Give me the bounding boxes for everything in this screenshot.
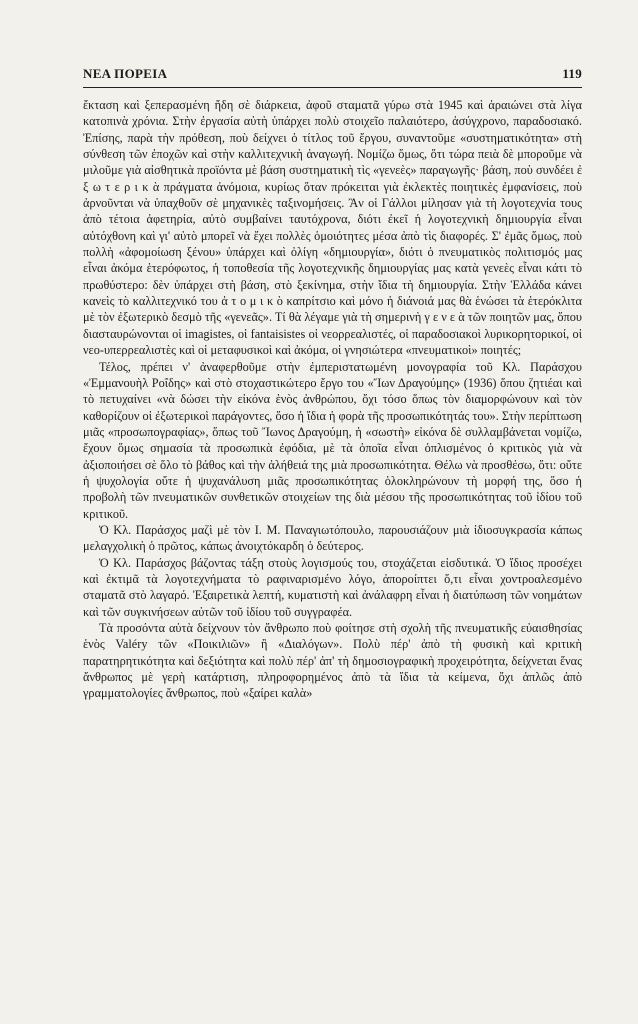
paragraph-3: Ὁ Κλ. Παράσχος μαζὶ μὲ τὸν Ι. Μ. Παναγιωτόπουλο, παρουσιάζουν μιὰ ἰδιοσυγκρασία κάπως μελαγχολικὴ ὁ πρῶτος, κάπως ἀνοιχτόκαρδη ὁ δεύτερος. (83, 522, 582, 554)
paragraph-4: Ὁ Κλ. Παράσχος βάζοντας τάξη στοὺς λογισμούς του, στοχάζεται εἰσδυτικά. Ὁ ἴδιος προσέχει καὶ ἐκτιμᾶ τὰ λογοτεχνήματα τὸ ραφιναρισμένο λόγο, ἀποροίπτει ὅ,τι εἶναι χοντροαλεσμένο σταματᾶ στὸ λαγαρό. Ἐξαιρετικὰ λεπτή, κυματιστὴ καὶ ἀνάλαφρη εἶναι ἡ διατύπωση τῶν νοημάτων καὶ τῶν συγκινήσεων αὐτῶν τοῦ ἰδίου τοῦ συγγραφέα. (83, 555, 582, 619)
paragraph-5: Τὰ προσόντα αὐτὰ δείχνουν τὸν ἄνθρωπο ποὺ φοίτησε στὴ σχολὴ τῆς πνευματικῆς εὐαισθησίας ἑνὸς Valéry τῶν «Ποικιλιῶν» ἢ «Διαλόγων». Πολὺ πέρ' ἀπὸ τὴ φυσικὴ καὶ κριτικὴ παρατηρητικότητα καὶ δεξιότητα καὶ πολὺ πέρ' ἀπ' τὴ δημοσιογραφικὴ προχειρότητα, δείχνεται ἕνας ἄνθρωπος μὲ γερὴ κατάρτιση, πληροφορημένος ἀπὸ τὰ ἴδια τὰ κείμενα, ὄχι ἁπλῶς ἀπὸ γραμματολογίες ἄνθρωπος, ποὺ «ξαίρει καλὰ» (83, 621, 582, 701)
journal-title: ΝΕΑ ΠΟΡΕΙΑ (83, 66, 168, 81)
page-number: 119 (562, 66, 582, 81)
paragraph-1: ἔκταση καὶ ξεπερασμένη ἤδη σὲ διάρκεια, ἀφοῦ σταματᾶ γύρω στὰ 1945 καὶ ἀραιώνει στὰ λίγα κατοπινὰ χρόνια. Στὴν ἐργασία αὐτὴ ὑπάρχει πολὺ στοιχεῖο παλαιότερο, ἀσύγχρονο, παραδοσιακό. Ἐπίσης, παρὰ τὴν πρόθεση, ποὺ δείχνει ὁ τίτλος τοῦ ἔργου, συναντοῦμε «συστηματικότητα» στὴ σύνθεση τῶν ἐποχῶν καὶ στὴν καλλιτεχνικὴ ἀναγωγή. Νομίζω ὅμως, ὅτι τώρα πειὰ δὲ μποροῦμε νὰ μιλοῦμε γιὰ αἰσθητικὰ προϊόντα μὲ βάση συστηματικὴ τὶς «γενεὲς» παραγωγῆς· βάση, ποὺ συνδέει ἐ ξ ω τ ε ρ ι κ ὰ πράγματα ἀνόμοια, κυρίως ὅταν πρόκειται γιὰ ἐκλεκτὲς ποιητικὲς ἐμφανίσεις, ποὺ ἀρνοῦνται νὰ ὑπαχθοῦν σὲ μηχανικὲς ταξινομήσεις. Ἂν οἱ Γάλλοι μίλησαν γιὰ τὴ λογοτεχνία τους ἀπὸ τέτοια ἀφετηρία, αὐτὸ συμβαίνει ταυτόχρονα, διότι ἐκεῖ ἡ λογοτεχνικὴ δημιουργία εἶναι αὐτόχθονη καὶ γι' αὐτὸ μπορεῖ νὰ ἔχει πολλὲς ὁμοιότητες μέσα ἀπὸ τὶς διαφορές. Σ' ἐμᾶς ὅμως, ποὺ πολλὴ «ἀφομοίωση ξένου» ὑπάρχει καὶ ὀλίγη «δημιουργία», διότι ὁ πνευματικὸς πολιτισμός μας εἶναι ἀκόμα ἑτερόφωτος, ἡ τοποθεσία τῆς λογοτεχνικῆς δημιουργίας μας κατὰ γενεὲς εἶναι κάτι τὸ πρωθύστερο: δὲν ὑπάρχει στὴ βάση, στὸ ξεκίνημα, στὴν ἴδια τὴ δημιουργία. Στὴν Ἑλλάδα κάνει κανεὶς τὸ καλλιτεχνικό του ἀ τ ο μ ι κ ὸ καπρίτσιο καὶ μόνο ἡ διάνοιά μας θὰ ἑνώσει τὰ ἑτερόκλιτα μὲ τὸν ἐξωτερικὸ δεσμὸ τῆς «γενεᾶς». Τί θὰ λέγαμε γιὰ τὴ σημερινὴ γ ε ν ε ὰ τῶν ποιητῶν μας, ὅπου διασταυρώνονται οἱ imagistes, οἱ fantaisistes οἱ νεορρεαλιστές, οἱ παραδοσιακοὶ λυρικορητορικοί, οἱ νεο-υπερρεαλιστὲς καὶ οἱ μεταφυσικοὶ καὶ ἀκόμα, οἱ γνησιώτερα «πνευματικοὶ» ποιητές; (83, 98, 582, 358)
body-text (83, 97, 582, 702)
paragraph-2: Τέλος, πρέπει ν' ἀναφερθοῦμε στὴν ἐμπεριστατωμένη μονογραφία τοῦ Κλ. Παράσχου «Ἐμμανουὴλ Ροΐδης» καὶ στὸ στοχαστικώτερο ἔργο του «Ἴων Δραγούμης» (1936) ὅπου ζητιέαι καὶ τὸ πετυχαίνει «νὰ δώσει τὴν εἰκόνα ἑνὸς ἀνθρώπου, ὄχι τόσο ὅπως τὸν διαμορφώνουν καὶ τὸν καθορίζουν οἱ ἐξωτερικοὶ παράγοντες, ὅσο ἡ ἴδια ἡ φορὰ τῆς προσωπικότητάς του». Στὴν περίπτωση μιᾶς «προσωπογραφίας», ὅπως τοῦ Ἴωνος Δραγούμη, ἡ «σωστὴ» εἰκόνα δὲ συλλαμβάνεται νομίζω, ἔχουν ὅμως σημασία τὰ προσωπικὰ ἐφόδια, μὲ τὰ ὁποῖα εἶναι ὁπλισμένος ὁ κριτικὸς γιὰ νὰ ἀξιοποιήσει σὲ ὅλο τὸ βάθος καὶ τὴν ἀλήθειά της μιὰ προσωπικότητα. Θέλω νὰ προσθέσω, ὅτι: οὔτε ἡ ψυχολογία οὔτε ἡ ψυχανάλυση μιᾶς προσωπικότητας ὁλοκληρώνουν τὴ μορφή της, ὅσο ἡ προβολὴ τῶν πνευματικῶν συνθετικῶν στοιχείων της διὰ μέσου τῆς προσωπικότητας τοῦ ἰδίου τοῦ κριτικοῦ. (83, 359, 582, 521)
running-head (83, 66, 582, 88)
